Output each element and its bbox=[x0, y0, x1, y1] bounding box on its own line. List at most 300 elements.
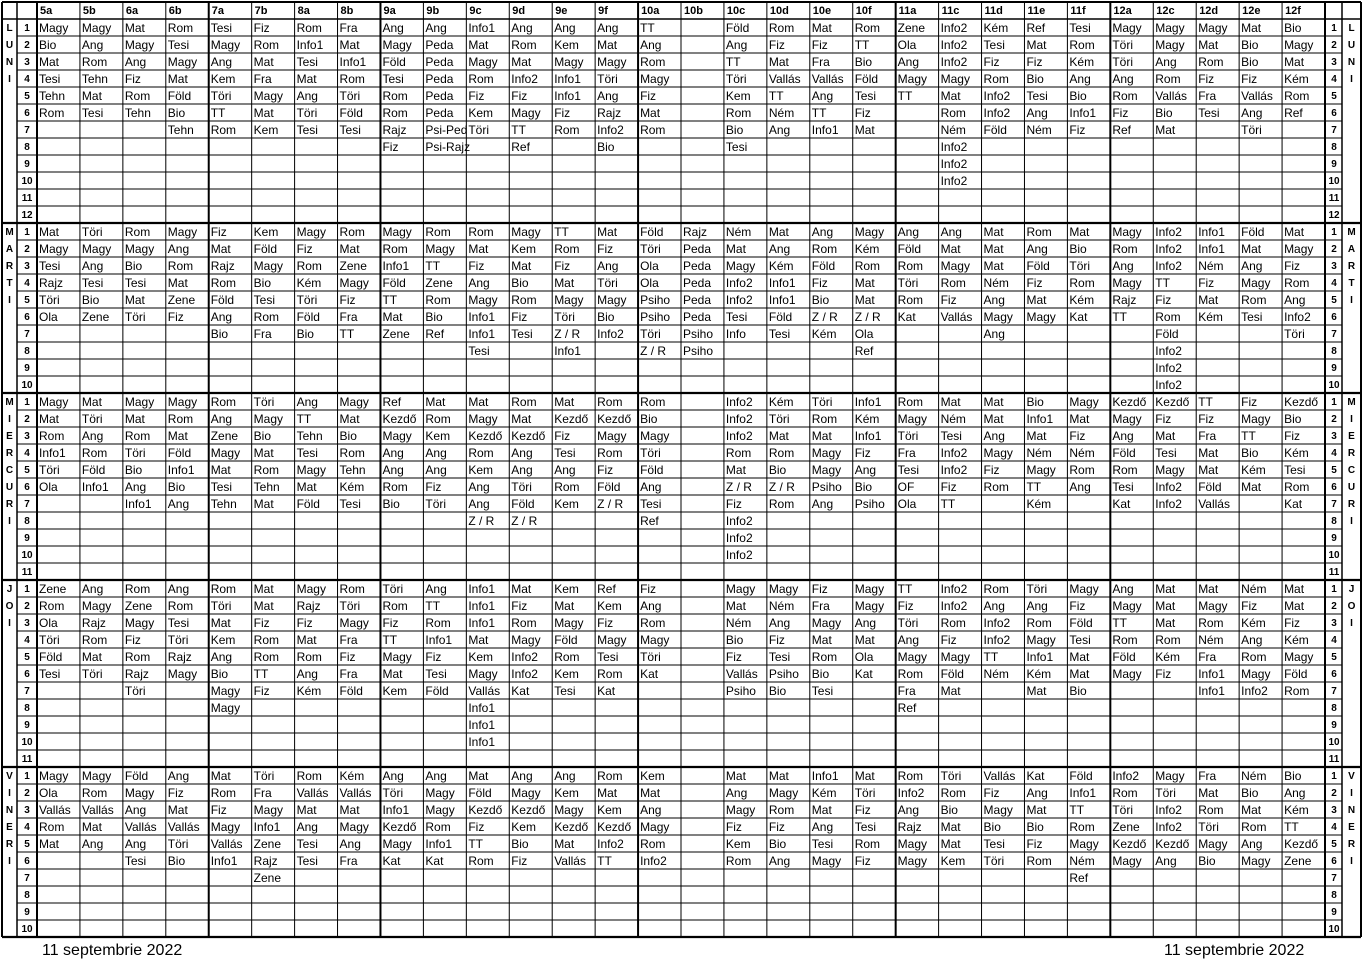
schedule-cell: Magy bbox=[983, 310, 1013, 324]
schedule-cell: Ang bbox=[597, 21, 619, 35]
schedule-cell: OF bbox=[897, 480, 915, 494]
schedule-cell: Rom bbox=[124, 650, 151, 664]
schedule-cell: Magy bbox=[811, 616, 842, 630]
schedule-cell: Ref bbox=[511, 140, 530, 154]
schedule-cell: Rom bbox=[1155, 72, 1181, 86]
schedule-cell: Ang bbox=[768, 616, 791, 630]
schedule-cell: Föld bbox=[124, 769, 149, 783]
schedule-cell: Info1 bbox=[468, 735, 496, 749]
schedule-cell: Bio bbox=[511, 276, 529, 290]
schedule-cell: Magy bbox=[597, 55, 627, 69]
schedule-cell: Info1 bbox=[468, 701, 496, 715]
schedule-cell: Ang bbox=[296, 89, 318, 103]
schedule-cell: Ang bbox=[382, 769, 404, 783]
schedule-cell: Magy bbox=[725, 582, 756, 596]
day-letter-joi: J bbox=[1348, 584, 1355, 595]
schedule-cell: Bio bbox=[425, 310, 443, 324]
schedule-cell: Magy bbox=[339, 395, 369, 409]
schedule-cell: Rajz bbox=[167, 650, 192, 664]
schedule-cell: Info2 bbox=[725, 395, 753, 409]
schedule-cell: Kem bbox=[210, 72, 236, 86]
schedule-cell: Rom bbox=[1241, 293, 1267, 307]
schedule-cell: Kem bbox=[554, 38, 579, 52]
day-letter-miercuri: E bbox=[1348, 431, 1355, 442]
day-letter-joi: O bbox=[5, 601, 14, 612]
period-number: 9 bbox=[1331, 907, 1337, 918]
schedule-cell: Info2 bbox=[1155, 497, 1182, 511]
schedule-cell: Rom bbox=[124, 89, 151, 103]
schedule-cell: Ang bbox=[1112, 72, 1134, 86]
schedule-cell: Magy bbox=[81, 21, 112, 35]
schedule-cell: TT bbox=[210, 106, 226, 120]
schedule-cell: Mat bbox=[39, 412, 60, 426]
schedule-cell: Rom bbox=[339, 225, 365, 239]
schedule-cell: Fra bbox=[1198, 769, 1217, 783]
schedule-cell: Fiz bbox=[468, 89, 485, 103]
schedule-cell: Mat bbox=[1284, 599, 1305, 613]
schedule-cell: Mat bbox=[597, 225, 618, 239]
schedule-cell: Ang bbox=[811, 89, 834, 103]
schedule-cell: Rom bbox=[468, 225, 494, 239]
schedule-cell: Magy bbox=[768, 582, 799, 596]
schedule-cell: Magy bbox=[124, 38, 155, 52]
schedule-cell: Ang bbox=[210, 412, 233, 426]
schedule-cell: Ref bbox=[382, 395, 402, 409]
period-number: 4 bbox=[1331, 278, 1337, 289]
schedule-cell: Magy bbox=[39, 242, 69, 256]
schedule-cell: Mat bbox=[210, 769, 231, 783]
schedule-cell: Rom bbox=[210, 276, 237, 290]
schedule-cell: TT bbox=[983, 650, 999, 664]
schedule-cell: Info1 bbox=[554, 72, 581, 86]
schedule-cell: Föld bbox=[897, 242, 922, 256]
schedule-cell: Rom bbox=[811, 242, 838, 256]
day-letter-vineri: R bbox=[1347, 839, 1356, 850]
schedule-cell: Ang bbox=[854, 616, 877, 630]
schedule-cell: Mat bbox=[1284, 55, 1305, 69]
period-number: 4 bbox=[24, 448, 30, 459]
schedule-cell: Rom bbox=[124, 582, 151, 596]
period-number: 5 bbox=[1331, 295, 1337, 306]
period-number: 1 bbox=[24, 397, 30, 408]
schedule-cell: Fiz bbox=[1284, 259, 1301, 273]
schedule-cell: Ang bbox=[768, 242, 791, 256]
schedule-cell: Info2 bbox=[940, 446, 968, 460]
schedule-cell: Tesi bbox=[983, 38, 1005, 52]
schedule-cell: Kém bbox=[768, 395, 794, 409]
class-header-11c: 11c bbox=[941, 5, 960, 17]
class-header-10b: 10b bbox=[684, 5, 703, 17]
schedule-cell: Tesi bbox=[339, 123, 361, 137]
schedule-cell: Magy bbox=[640, 633, 670, 647]
schedule-cell: Magy bbox=[167, 225, 198, 239]
schedule-cell: Fiz bbox=[854, 446, 871, 460]
day-letter-vineri: N bbox=[1347, 805, 1356, 816]
class-header-8a: 8a bbox=[297, 5, 310, 17]
schedule-cell: Kem bbox=[554, 667, 579, 681]
schedule-cell: Tehn bbox=[39, 89, 66, 103]
schedule-cell: Tesi bbox=[253, 293, 276, 307]
schedule-cell: Magy bbox=[1284, 38, 1314, 52]
schedule-cell: Info2 bbox=[940, 157, 968, 171]
schedule-cell: Ang bbox=[296, 667, 318, 681]
schedule-cell: Ang bbox=[983, 327, 1005, 341]
schedule-cell: Info1 bbox=[768, 276, 796, 290]
schedule-cell: Z / R bbox=[725, 480, 752, 494]
schedule-cell: Ang bbox=[382, 21, 404, 35]
schedule-cell: Kezdő bbox=[1155, 395, 1190, 409]
schedule-cell: Fiz bbox=[768, 820, 785, 834]
day-letter-joi: O bbox=[1347, 601, 1356, 612]
schedule-cell: Rom bbox=[640, 395, 666, 409]
schedule-cell: Ang bbox=[768, 123, 791, 137]
schedule-cell: Fra bbox=[339, 310, 358, 324]
schedule-cell: Mat bbox=[854, 293, 875, 307]
schedule-cell: Rom bbox=[511, 38, 537, 52]
schedule-cell: Ang bbox=[468, 276, 490, 290]
class-header-11e: 11e bbox=[1027, 5, 1046, 17]
schedule-cell: Kém bbox=[1069, 55, 1095, 69]
schedule-cell: Töri bbox=[39, 633, 60, 647]
schedule-cell: Föld bbox=[597, 480, 621, 494]
schedule-cell: Fra bbox=[253, 72, 272, 86]
schedule-cell: Magy bbox=[597, 429, 627, 443]
schedule-cell: Kem bbox=[468, 650, 494, 664]
period-number: 1 bbox=[1331, 23, 1337, 34]
schedule-cell: Föld bbox=[854, 72, 879, 86]
schedule-cell: Fiz bbox=[640, 89, 657, 103]
schedule-cell: Info1 bbox=[81, 480, 109, 494]
schedule-cell: Info2 bbox=[597, 123, 624, 137]
class-header-5a: 5a bbox=[40, 5, 53, 17]
schedule-cell: Rom bbox=[1026, 616, 1052, 630]
schedule-cell: Info1 bbox=[253, 820, 281, 834]
schedule-cell: Mat bbox=[511, 259, 532, 273]
schedule-cell: Magy bbox=[768, 786, 799, 800]
schedule-cell: Mat bbox=[597, 38, 618, 52]
schedule-cell: Info1 bbox=[811, 769, 839, 783]
schedule-cell: TT bbox=[425, 599, 441, 613]
schedule-cell: Tesi bbox=[1069, 21, 1091, 35]
schedule-cell: Fiz bbox=[811, 38, 828, 52]
period-number: 5 bbox=[1331, 465, 1337, 476]
schedule-cell: Ref bbox=[597, 582, 616, 596]
schedule-cell: Magy bbox=[296, 225, 326, 239]
schedule-cell: Ola bbox=[39, 616, 58, 630]
schedule-cell: Magy bbox=[1069, 582, 1099, 596]
schedule-cell: Info1 bbox=[768, 293, 796, 307]
schedule-cell: Fiz bbox=[382, 616, 399, 630]
schedule-cell: Föld bbox=[382, 55, 406, 69]
schedule-cell: Ang bbox=[167, 242, 190, 256]
schedule-cell: Föld bbox=[167, 89, 192, 103]
schedule-cell: TT bbox=[296, 412, 312, 426]
schedule-cell: Ang bbox=[511, 769, 533, 783]
period-number: 5 bbox=[24, 652, 30, 663]
schedule-cell: Töri bbox=[511, 480, 532, 494]
schedule-cell: Rom bbox=[511, 616, 537, 630]
period-number: 7 bbox=[24, 329, 30, 340]
period-number: 2 bbox=[24, 244, 30, 255]
schedule-cell: Ang bbox=[640, 38, 662, 52]
schedule-cell: Vallás bbox=[554, 854, 586, 868]
schedule-cell: Info1 bbox=[1026, 412, 1054, 426]
schedule-cell: Bio bbox=[1026, 395, 1044, 409]
schedule-cell: Mat bbox=[854, 276, 875, 290]
schedule-cell: Mat bbox=[811, 21, 832, 35]
schedule-cell: Ném bbox=[768, 106, 795, 120]
schedule-cell: Rom bbox=[940, 276, 966, 290]
schedule-cell: Mat bbox=[1198, 582, 1219, 596]
schedule-cell: Ném bbox=[768, 599, 795, 613]
schedule-cell: Tesi bbox=[124, 854, 147, 868]
schedule-cell: Magy bbox=[1198, 21, 1228, 35]
schedule-cell: Peda bbox=[683, 310, 712, 324]
schedule-cell: Tesi bbox=[296, 446, 318, 460]
schedule-cell: Mat bbox=[339, 242, 360, 256]
schedule-cell: Ola bbox=[854, 327, 874, 341]
class-header-10f: 10f bbox=[855, 5, 872, 17]
schedule-cell: Bio bbox=[768, 463, 787, 477]
schedule-cell: Ang bbox=[425, 21, 447, 35]
period-number: 1 bbox=[24, 23, 30, 34]
schedule-cell: TT bbox=[1112, 310, 1128, 324]
schedule-cell: Töri bbox=[1155, 786, 1176, 800]
schedule-cell: Fiz bbox=[854, 854, 871, 868]
schedule-cell: Tesi bbox=[725, 310, 748, 324]
schedule-cell: Rom bbox=[210, 582, 237, 596]
schedule-cell: Mat bbox=[725, 769, 746, 783]
schedule-cell: Ola bbox=[897, 38, 917, 52]
schedule-cell: Fra bbox=[811, 599, 830, 613]
schedule-cell: Fiz bbox=[554, 429, 571, 443]
schedule-cell: Ref bbox=[640, 514, 659, 528]
schedule-cell: Mat bbox=[1198, 463, 1219, 477]
period-number: 4 bbox=[24, 278, 30, 289]
schedule-cell: Rajz bbox=[296, 599, 321, 613]
period-number: 10 bbox=[21, 550, 33, 561]
period-number: 3 bbox=[1331, 805, 1337, 816]
schedule-cell: Ang bbox=[468, 480, 490, 494]
schedule-cell: Rom bbox=[382, 480, 408, 494]
schedule-cell: Peda bbox=[683, 242, 712, 256]
class-header-7a: 7a bbox=[211, 5, 224, 17]
schedule-cell: Info2 bbox=[597, 837, 624, 851]
schedule-cell: Magy bbox=[1112, 21, 1142, 35]
schedule-cell: Rom bbox=[425, 225, 451, 239]
day-letter-luni: I bbox=[1350, 74, 1353, 85]
schedule-cell: Info2 bbox=[511, 650, 538, 664]
schedule-cell: Föld bbox=[296, 497, 320, 511]
period-number: 6 bbox=[24, 108, 30, 119]
schedule-cell: Magy bbox=[253, 803, 284, 817]
schedule-cell: Vallás bbox=[1241, 89, 1273, 103]
schedule-cell: Ném bbox=[1026, 123, 1052, 137]
schedule-cell: Kat bbox=[640, 667, 659, 681]
schedule-cell: Fiz bbox=[1198, 72, 1215, 86]
period-number: 5 bbox=[1331, 839, 1337, 850]
schedule-cell: Fiz bbox=[1069, 599, 1086, 613]
schedule-cell: Mat bbox=[81, 820, 102, 834]
class-header-5b: 5b bbox=[82, 5, 96, 17]
schedule-cell: Peda bbox=[425, 38, 454, 52]
day-letter-vineri: I bbox=[8, 856, 11, 867]
schedule-cell: Ang bbox=[425, 463, 447, 477]
period-number: 3 bbox=[24, 57, 30, 68]
schedule-cell: Rom bbox=[468, 854, 494, 868]
schedule-cell: Fiz bbox=[554, 106, 571, 120]
day-letter-miercuri: U bbox=[1347, 482, 1356, 493]
class-header-9f: 9f bbox=[598, 5, 608, 17]
schedule-cell: Tesi bbox=[854, 820, 877, 834]
class-header-6a: 6a bbox=[125, 5, 139, 17]
schedule-cell: Töri bbox=[253, 769, 275, 783]
schedule-cell: Tesi bbox=[296, 123, 318, 137]
schedule-cell: Fiz bbox=[897, 599, 914, 613]
schedule-cell: Rom bbox=[1112, 786, 1138, 800]
schedule-cell: Tesi bbox=[811, 684, 834, 698]
schedule-cell: Ang bbox=[597, 89, 619, 103]
schedule-cell: Rom bbox=[897, 293, 924, 307]
schedule-cell: Mat bbox=[39, 225, 60, 239]
schedule-cell: Rom bbox=[1069, 463, 1095, 477]
schedule-cell: Töri bbox=[1026, 582, 1048, 596]
period-number: 9 bbox=[24, 159, 30, 170]
schedule-cell: TT bbox=[811, 106, 827, 120]
schedule-cell: Rom bbox=[897, 667, 924, 681]
schedule-cell: Fiz bbox=[1198, 412, 1215, 426]
class-header-11a: 11a bbox=[898, 5, 917, 17]
schedule-cell: Föld bbox=[554, 633, 578, 647]
schedule-cell: Mat bbox=[167, 72, 188, 86]
schedule-cell: Föld bbox=[210, 293, 235, 307]
schedule-cell: Info2 bbox=[597, 327, 624, 341]
class-header-12f: 12f bbox=[1285, 5, 1301, 17]
schedule-cell: Mat bbox=[210, 242, 231, 256]
period-number: 2 bbox=[24, 788, 30, 799]
schedule-cell: Rom bbox=[768, 446, 795, 460]
schedule-cell: Ang bbox=[1069, 480, 1091, 494]
schedule-cell: Kat bbox=[425, 854, 444, 868]
schedule-cell: Rom bbox=[1112, 89, 1138, 103]
schedule-cell: Magy bbox=[897, 72, 928, 86]
schedule-cell: Ang bbox=[768, 854, 791, 868]
schedule-cell: Info1 bbox=[468, 310, 496, 324]
schedule-cell: Tesi bbox=[640, 497, 662, 511]
schedule-cell: Ola bbox=[39, 786, 58, 800]
day-letter-marti: T bbox=[1348, 278, 1355, 289]
schedule-cell: Ang bbox=[1026, 786, 1048, 800]
schedule-cell: Föld bbox=[1026, 259, 1050, 273]
schedule-cell: Ang bbox=[725, 38, 748, 52]
schedule-cell: Föld bbox=[1284, 667, 1308, 681]
schedule-cell: Magy bbox=[1284, 650, 1314, 664]
schedule-cell: Bio bbox=[1241, 38, 1259, 52]
schedule-cell: Ném bbox=[725, 225, 752, 239]
schedule-cell: Töri bbox=[597, 276, 618, 290]
schedule-cell: Kém bbox=[1241, 463, 1266, 477]
schedule-cell: Töri bbox=[940, 769, 962, 783]
schedule-cell: Fiz bbox=[554, 259, 571, 273]
schedule-cell: Magy bbox=[1198, 599, 1228, 613]
schedule-cell: Ang bbox=[897, 225, 920, 239]
schedule-cell: Mat bbox=[468, 633, 489, 647]
schedule-cell: Kem bbox=[725, 89, 751, 103]
schedule-cell: Kém bbox=[811, 327, 837, 341]
schedule-cell: Vallás bbox=[768, 72, 801, 86]
schedule-cell: Info1 bbox=[468, 599, 496, 613]
schedule-cell: Kem bbox=[554, 582, 579, 596]
schedule-cell: Mat bbox=[253, 446, 274, 460]
schedule-cell: Rom bbox=[1155, 633, 1181, 647]
schedule-cell: Fiz bbox=[468, 820, 485, 834]
schedule-cell: Z / R bbox=[854, 310, 881, 324]
schedule-cell: Tesi bbox=[768, 327, 791, 341]
day-letter-miercuri: R bbox=[1347, 499, 1356, 510]
schedule-cell: Fiz bbox=[124, 72, 141, 86]
schedule-cell: Föld bbox=[167, 446, 192, 460]
schedule-cell: Ang bbox=[124, 55, 147, 69]
period-number: 6 bbox=[24, 482, 30, 493]
schedule-cell: Info2 bbox=[511, 667, 538, 681]
schedule-cell: Mat bbox=[210, 616, 231, 630]
schedule-cell: Kem bbox=[940, 854, 966, 868]
schedule-cell: Fra bbox=[897, 684, 916, 698]
period-number: 8 bbox=[24, 516, 30, 527]
schedule-cell: Magy bbox=[468, 412, 498, 426]
schedule-cell: Rom bbox=[725, 106, 752, 120]
schedule-cell: Töri bbox=[339, 599, 361, 613]
schedule-cell: Bio bbox=[854, 55, 873, 69]
class-header-11f: 11f bbox=[1070, 5, 1086, 17]
schedule-cell: Info2 bbox=[940, 38, 968, 52]
schedule-cell: Rom bbox=[1026, 225, 1052, 239]
schedule-cell: Ref bbox=[1026, 21, 1046, 35]
schedule-cell: Rajz bbox=[253, 854, 278, 868]
schedule-cell: Rom bbox=[1069, 820, 1095, 834]
schedule-cell: Peda bbox=[425, 89, 454, 103]
schedule-cell: Ang bbox=[511, 463, 533, 477]
schedule-cell: Tesi bbox=[811, 837, 834, 851]
schedule-cell: Fiz bbox=[983, 463, 1000, 477]
schedule-cell: Rom bbox=[296, 21, 322, 35]
schedule-cell: Mat bbox=[39, 837, 60, 851]
schedule-cell: Magy bbox=[81, 769, 112, 783]
schedule-cell: Magy bbox=[597, 633, 627, 647]
schedule-cell: Rajz bbox=[382, 123, 407, 137]
schedule-cell: Kem bbox=[468, 463, 494, 477]
schedule-cell: Fiz bbox=[1069, 123, 1086, 137]
schedule-cell: Bio bbox=[511, 837, 529, 851]
schedule-cell: Tesi bbox=[81, 276, 104, 290]
schedule-cell: Tehn bbox=[167, 123, 194, 137]
schedule-cell: Info1 bbox=[1198, 667, 1225, 681]
schedule-cell: Tesi bbox=[81, 106, 104, 120]
schedule-cell: Tesi bbox=[1155, 446, 1177, 460]
schedule-cell: Rom bbox=[1198, 803, 1224, 817]
schedule-cell: Info1 bbox=[1026, 650, 1054, 664]
schedule-cell: Rom bbox=[167, 412, 194, 426]
schedule-cell: TT bbox=[382, 293, 398, 307]
day-letter-miercuri: I bbox=[8, 516, 11, 527]
schedule-cell: Mat bbox=[468, 769, 489, 783]
schedule-cell: Fiz bbox=[253, 21, 270, 35]
class-header-9c: 9c bbox=[469, 5, 482, 17]
schedule-cell: Info2 bbox=[725, 429, 753, 443]
schedule-cell: Ang bbox=[81, 259, 104, 273]
schedule-cell: Föld bbox=[1069, 769, 1093, 783]
schedule-cell: Rom bbox=[1112, 242, 1138, 256]
